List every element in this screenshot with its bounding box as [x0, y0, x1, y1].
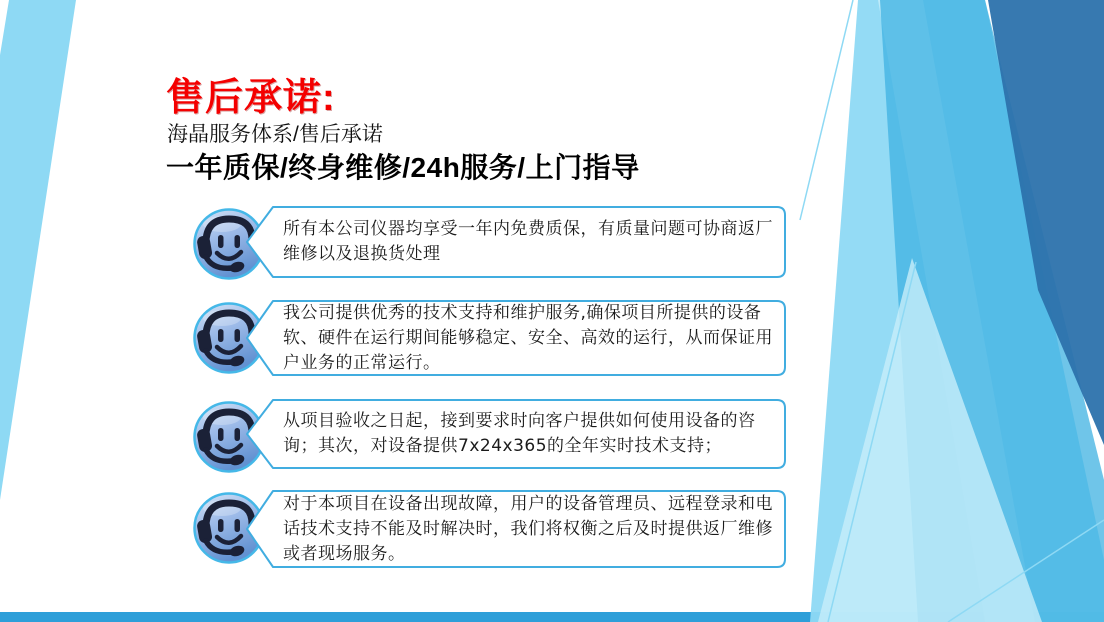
service-item	[192, 490, 792, 568]
page-title: 售后承诺:	[166, 77, 336, 119]
callout-box	[246, 490, 786, 568]
callout-box	[246, 206, 786, 278]
service-item	[192, 206, 792, 278]
service-item-text: 从项目验收之日起，接到要求时向客户提供如何使用设备的咨询；其次，对设备提供7x24x365的全年实时技术支持；	[283, 411, 756, 456]
breadcrumb: 海晶服务体系/售后承诺	[167, 123, 383, 146]
callout-box	[246, 300, 786, 376]
service-item	[192, 399, 792, 469]
service-item	[192, 300, 792, 376]
service-item-text: 所有本公司仪器均享受一年内免费质保，有质量问题可协商返厂维修以及退换货处理	[283, 219, 773, 264]
service-item-text: 对于本项目在设备出现故障，用户的设备管理员、远程登录和电话技术支持不能及时解决时，我们将权衡之后及时提供返厂维修或者现场服务。	[283, 493, 773, 564]
service-item-text: 我公司提供优秀的技术支持和维护服务,确保项目所提供的设备软、硬件在运行期间能够稳定、安全、高效的运行，从而保证用户业务的正常运行。	[283, 302, 773, 373]
slide-heading: 一年质保/终身维修/24h服务/上门指导	[166, 152, 640, 183]
callout-box	[246, 399, 786, 469]
